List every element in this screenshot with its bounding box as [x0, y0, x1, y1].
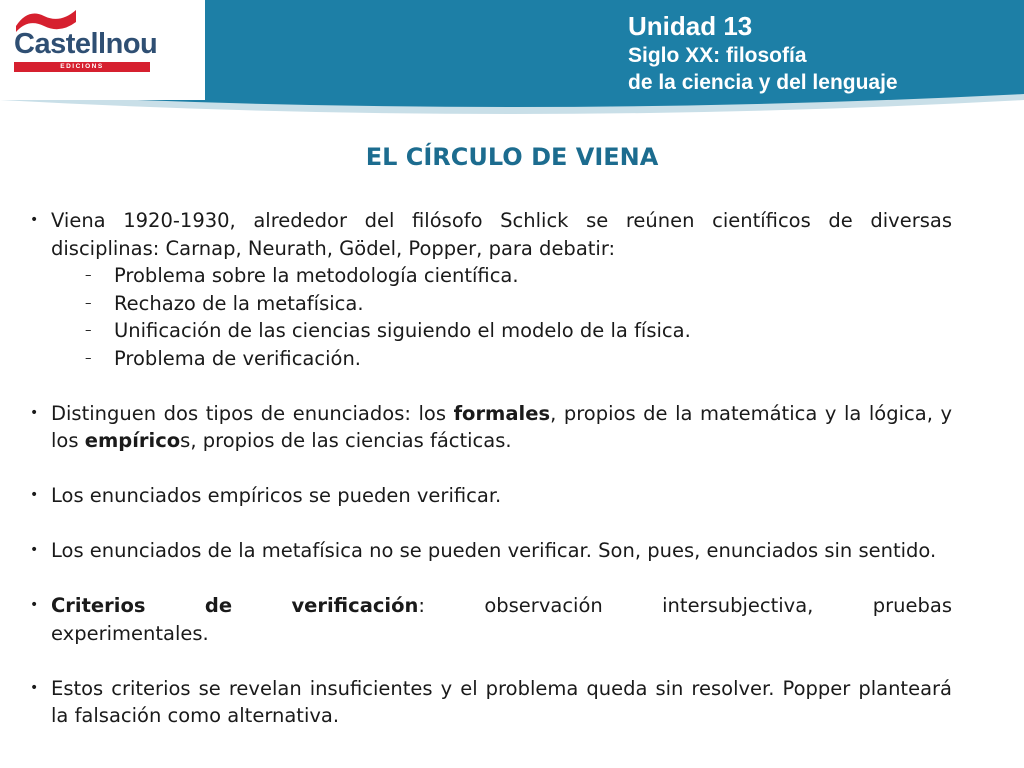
- bullet-item: [30, 592, 952, 647]
- dash-icon: –: [85, 323, 92, 338]
- bullet-text: :: [418, 594, 425, 617]
- bullet-dot-icon: •: [30, 404, 39, 421]
- dash-icon: –: [85, 350, 92, 366]
- bullet-text: observación: [484, 594, 603, 617]
- bold-term: Criterios: [51, 594, 146, 617]
- bold-term: de: [204, 594, 233, 617]
- bullet-text: pruebas: [872, 594, 953, 617]
- sub-item: [51, 317, 952, 345]
- unit-subtitle-1: Siglo XX: filosofía: [628, 44, 807, 67]
- bullet-dot-icon: •: [30, 679, 39, 696]
- bullet-dot-icon: •: [30, 487, 39, 503]
- bullet-text: Distinguen dos tipos de enunciados: los: [51, 401, 454, 425]
- bullet-line: experimentales.: [51, 621, 209, 645]
- bullet-text: Los enunciados empíricos se pueden verificar.: [51, 484, 502, 507]
- slide-content: [30, 207, 952, 730]
- bullet-text: intersubjectiva,: [662, 594, 814, 617]
- sub-item-text: Problema sobre la metodología científica.: [114, 264, 519, 287]
- logo-wordmark: Castellnou: [14, 28, 158, 60]
- bold-term-empiricos: empírico: [84, 429, 181, 452]
- logo-sub: EDICIONS: [14, 62, 150, 72]
- unit-number: Unidad 13: [628, 11, 753, 41]
- sub-list: [51, 262, 952, 372]
- bullet-dot-icon: •: [30, 212, 39, 228]
- bullet-text: Viena 1920-1930, alrededor del filósofo Schlick se reúnen científicos de diversas disciplinas: Carnap, Neurath, Gödel, Popper, para debatir:: [51, 209, 952, 260]
- unit-title: [628, 10, 898, 96]
- bullet-text: Los enunciados de la metafísica no se pueden verificar. Son, pues, enunciados sin sentido.: [51, 539, 937, 562]
- bullet-dot-icon: •: [30, 542, 39, 558]
- sub-item: [51, 262, 952, 290]
- sub-item-text: Rechazo de la metafísica.: [114, 291, 364, 315]
- bullet-item: [30, 400, 952, 455]
- bullet-item: [30, 207, 952, 372]
- bold-term: verificación: [291, 594, 419, 617]
- bullet-dot-icon: •: [30, 597, 39, 613]
- bullet-item: [30, 537, 952, 565]
- sub-item-text: Unificación de las ciencias siguiendo el modelo de la física.: [114, 319, 691, 342]
- slide-header: [0, 0, 1024, 118]
- sub-item: [51, 290, 952, 318]
- bullet-item: [30, 482, 952, 510]
- dash-icon: –: [85, 295, 92, 311]
- bullet-text: s, propios de las ciencias fácticas.: [180, 429, 512, 452]
- unit-subtitle-2: de la ciencia y del lenguaje: [628, 71, 898, 94]
- slide-title: EL CÍRCULO DE VIENA: [365, 143, 659, 171]
- bullet-text: , propios de la matemática y la lógica, y los: [51, 401, 952, 452]
- publisher-logo: [14, 6, 158, 72]
- sub-item: [51, 345, 952, 373]
- bold-term-formales: formales: [453, 401, 551, 425]
- bullet-line: [51, 592, 952, 620]
- bullet-item: [30, 675, 952, 730]
- dash-icon: –: [85, 268, 92, 283]
- sub-item-text: Problema de verificación.: [114, 346, 361, 370]
- bullet-text: Estos criterios se revelan insuficientes y el problema queda sin resolver. Popper planteará la falsación como alternativa.: [51, 676, 952, 727]
